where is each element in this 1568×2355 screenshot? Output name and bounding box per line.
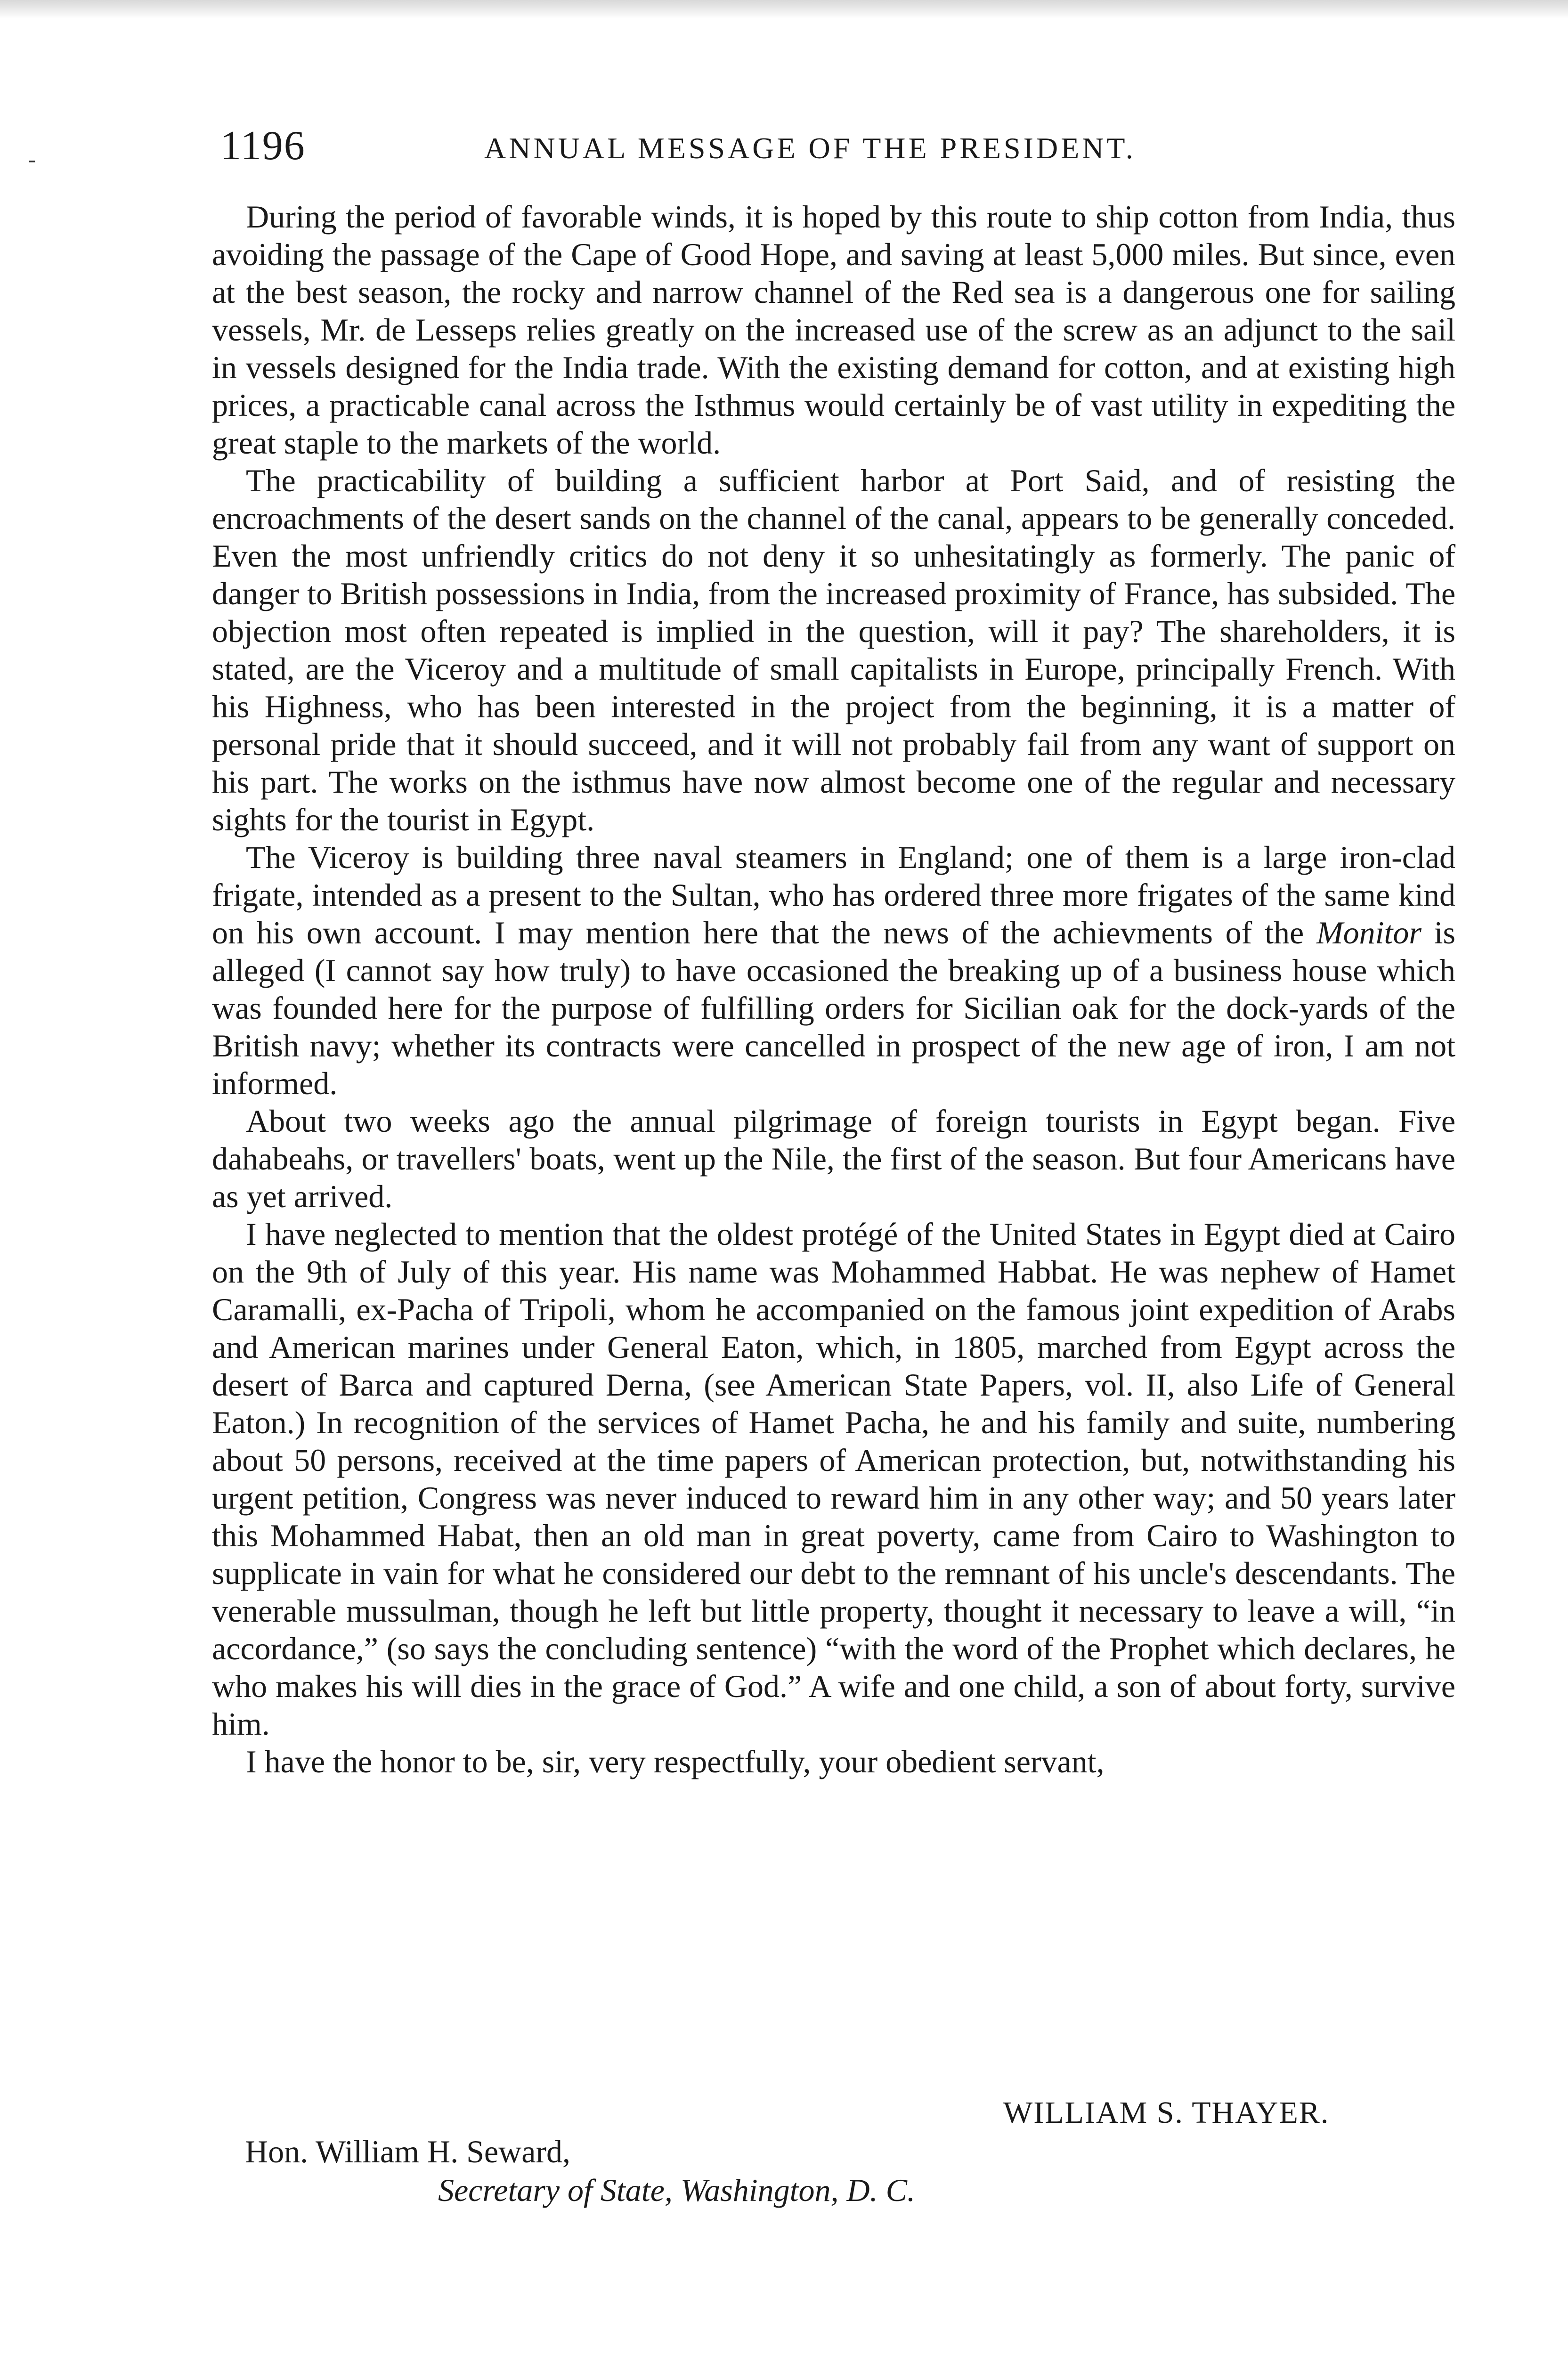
paragraph-viceroy-steamers	[212, 838, 1455, 1102]
scan-edge	[0, 0, 1568, 19]
running-head: ANNUAL MESSAGE OF THE PRESIDENT.	[484, 131, 1136, 165]
addressee-name: Hon. William H. Seward,	[245, 2134, 571, 2169]
addressee-title: Secretary of State, Washington, D. C.	[438, 2172, 915, 2208]
paragraph-port-said-harbor: The practicability of building a sufficient harbor at Port Said, and of resisting the encroachments of the desert sands on the channel of the canal, appears to be generally conceded. Even the most unfriendly critics do not deny it so unhesitatingly as formerly. The panic of danger to British possessions in India, from the increased proximity of France, has subsided. The objection most often repeated is implied in the question, will it pay? The shareholders, it is stated, are the Viceroy and a multitude of small capitalists in Europe, principally French. With his Highness, who has been interested in the project from the beginning, it is a matter of personal pride that it should succeed, and it will not probably fail from any want of support on his part. The works on the isthmus have now almost become one of the regular and necessary sights for the tourist in Egypt.	[212, 463, 1455, 837]
paragraph-text: is alleged (I cannot say how truly) to have occasioned the breaking up of a business house which was founded here for the purpose of fulfilling orders for Sicilian oak for the dock-yards of the British navy; whether its contracts were cancelled in prospect of the new age of iron, I am not informed.	[212, 915, 1455, 1101]
paragraph-mohammed-habbat: I have neglected to mention that the oldest protégé of the United States in Egypt died at Cairo on the 9th of July of this year. His name was Mohammed Habbat. He was nephew of Hamet Caramalli, ex-Pacha of Tripoli, whom he accompanied on the famous joint expedition of Arabs and American marines under General Eaton, which, in 1805, marched from Egypt across the desert of Barca and captured Derna, (see American State Papers, vol. II, also Life of General Eaton.) In recognition of the services of Hamet Pacha, he and his family and suite, numbering about 50 persons, received at the time papers of American protection, but, notwithstanding his urgent petition, Congress was never induced to reward him in any other way; and 50 years later this Mohammed Habat, then an old man in great poverty, came from Cairo to Washington to supplicate in vain for what he considered our debt to the remnant of his uncle's descendants. The venerable mussulman, though he left but little property, thought it necessary to leave a will, “in accordance,” (so says the concluding sentence) “with the word of the Prophet which declares, he who makes his will dies in the grace of God.” A wife and one child, a son of about forty, survive him.	[212, 1216, 1455, 1742]
margin-mark: -	[28, 147, 36, 172]
paragraph-text: The Viceroy is building three naval steamers in England; one of them is a large iron-clad frigate, intended as a present to the Sultan, who has ordered three more frigates of the same kind on his own account. I may mention here that the news of the achievments of the	[212, 839, 1455, 950]
page-header	[220, 120, 1459, 172]
signature: WILLIAM S. THAYER.	[1003, 2095, 1330, 2130]
paragraph-suez-cotton-route: During the period of favorable winds, it is hoped by this route to ship cotton from India, thus avoiding the passage of the Cape of Good Hope, and saving at least 5,000 miles. But since, even at the best season, the rocky and narrow channel of the Red sea is a dangerous one for sailing vessels, Mr. de Lesseps relies greatly on the increased use of the screw as an adjunct to the sail in vessels designed for the India trade. With the existing demand for cotton, and at existing high prices, a practicable canal across the Isthmus would certainly be of vast utility in expediting the great staple to the markets of the world.	[212, 199, 1455, 461]
ship-name: Monitor	[1316, 915, 1422, 950]
paragraph-closing: I have the honor to be, sir, very respectfully, your obedient servant,	[246, 1744, 1105, 1779]
page-number: 1196	[220, 123, 306, 169]
paragraph-tourist-pilgrimage: About two weeks ago the annual pilgrimage of foreign tourists in Egypt began. Five dahabeahs, or travellers' boats, went up the Nile, the first of the season. But four Americans have as yet arrived.	[212, 1103, 1455, 1214]
body-text	[212, 198, 1455, 1780]
